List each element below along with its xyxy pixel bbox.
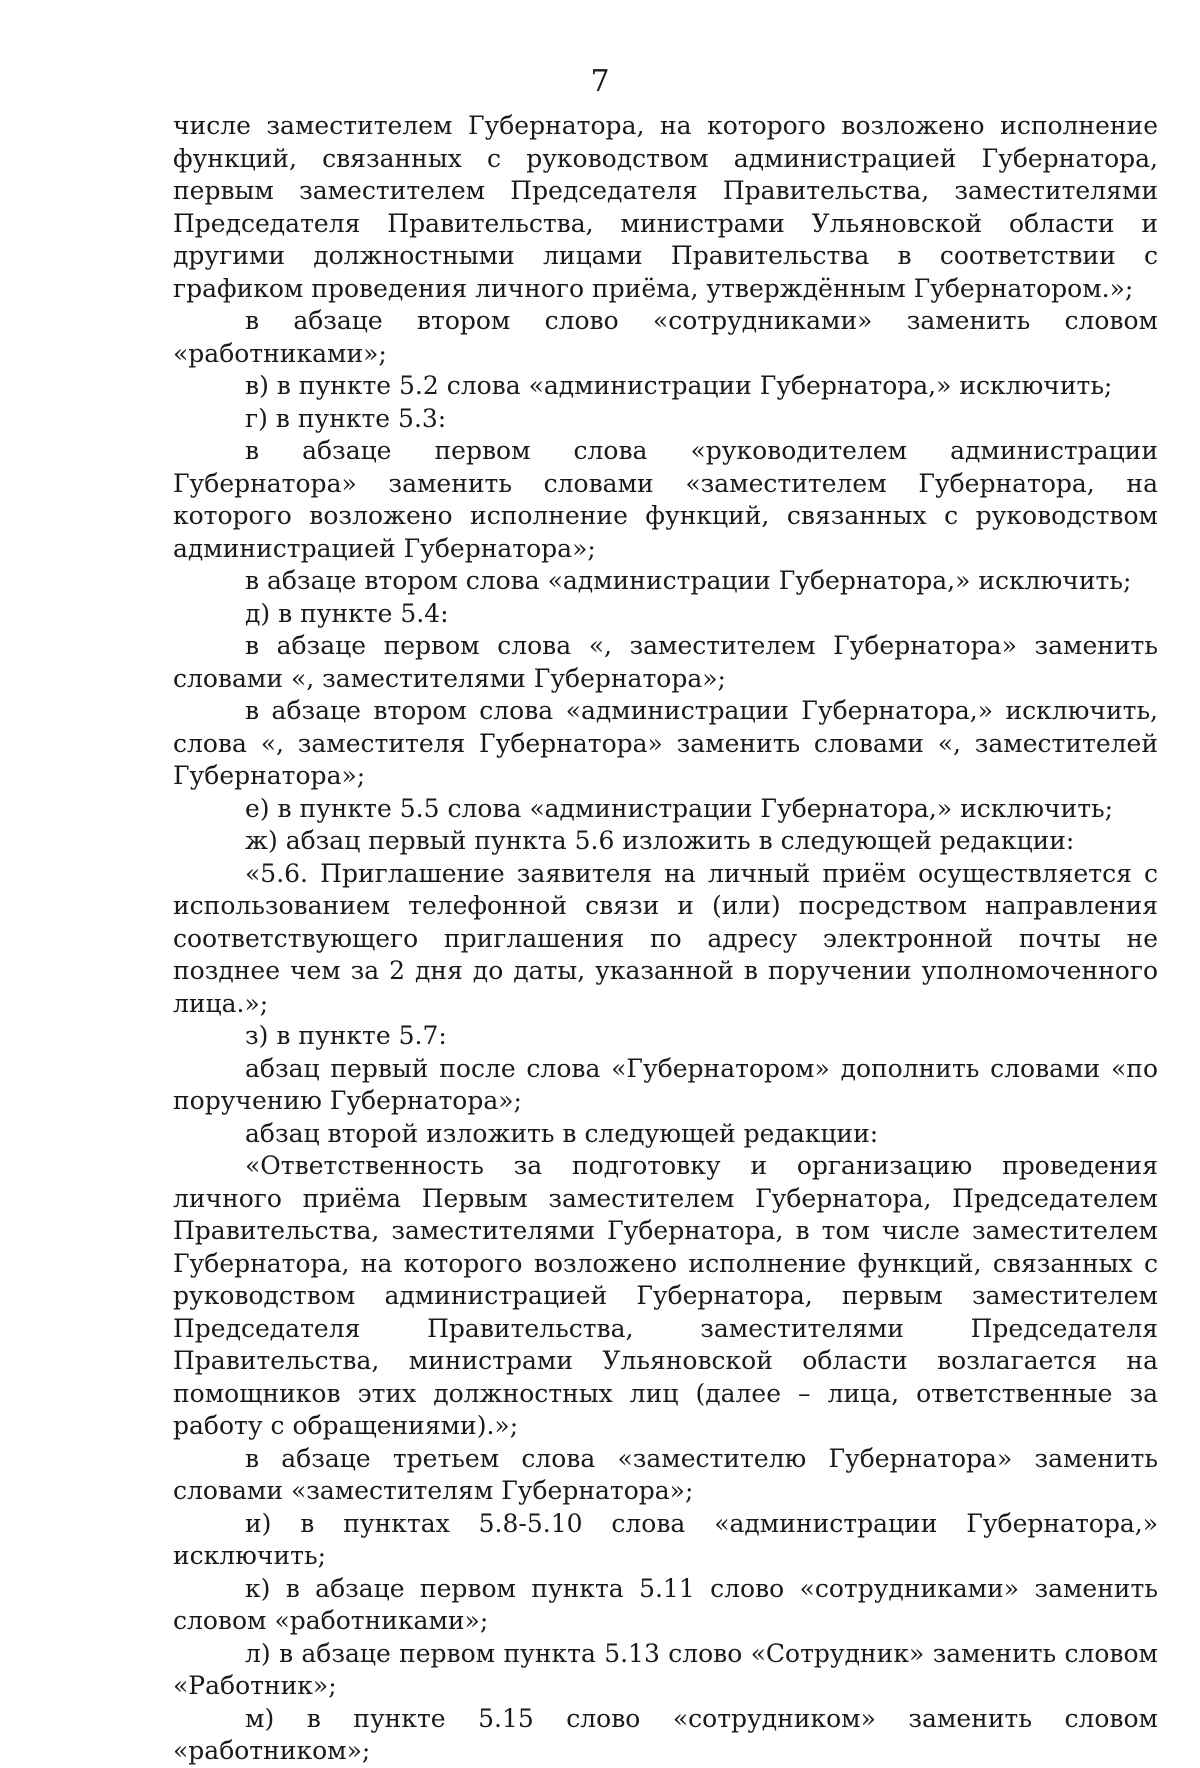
page-number: 7 [590, 64, 610, 99]
paragraph: к) в абзаце первом пункта 5.11 слово «сотрудниками» заменить словом «работниками»; [173, 1573, 1158, 1635]
paragraph: ж) абзац первый пункта 5.6 изложить в следующей редакции: [245, 826, 1075, 855]
paragraph: л) в абзаце первом пункта 5.13 слово «Сотрудник» заменить словом «Работник»; [173, 1638, 1158, 1700]
paragraph: г) в пункте 5.3: [245, 403, 447, 433]
paragraph: «Ответственность за подготовку и организацию проведения личного приёма Первым заместителем Губернатора, Председателем Правительства, заместителями Губернатора, в том числе заместителем Губернатора, на которого возложено исполнение функций, связанных с руководством администрацией Губернатора, первым заместителем Председателя Правительства, заместителями Председателя Правительства, министрами Ульяновской области возлагается на помощников этих должностных лиц (далее – лица, ответственные за работу с обращениями).»; [173, 1151, 1158, 1440]
paragraph: д) в пункте 5.4: [245, 598, 449, 628]
paragraph: в) в пункте 5.2 слова «администрации Губернатора,» исключить; [245, 371, 1113, 400]
paragraph: м) в пункте 5.15 слово «сотрудником» заменить словом «работником»; [173, 1703, 1158, 1765]
paragraph: в абзаце втором слова «администрации Губернатора,» исключить, слова «, заместителя Губернатора» заменить словами «, заместителей Губернатора»; [173, 696, 1158, 790]
paragraph: в абзаце первом слова «руководителем администрации Губернатора» заменить словами «заместителем Губернатора, на которого возложено исполнение функций, связанных с руководством администрацией Губернатора»; [173, 436, 1158, 563]
paragraph: в абзаце третьем слова «заместителю Губернатора» заменить словами «заместителям Губернатора»; [173, 1443, 1158, 1505]
paragraph: в абзаце первом слова «, заместителем Губернатора» заменить словами «, заместителями Губернатора»; [173, 631, 1158, 693]
paragraph: абзац второй изложить в следующей редакции: [245, 1118, 879, 1148]
paragraph: е) в пункте 5.5 слова «администрации Губернатора,» исключить; [245, 793, 1114, 823]
paragraph: и) в пунктах 5.8-5.10 слова «администрации Губернатора,» исключить; [173, 1508, 1158, 1570]
paragraph: «5.6. Приглашение заявителя на личный приём осуществляется с использованием телефонной связи и (или) посредством направления соответствующего приглашения по адресу электронной почты не позднее чем за 2 дня до даты, указанной в поручении уполномоченного лица.»; [173, 858, 1158, 1018]
paragraph: в абзаце втором слово «сотрудниками» заменить словом «работниками»; [173, 306, 1158, 368]
paragraph: з) в пункте 5.7: [245, 1021, 447, 1050]
paragraph: абзац первый после слова «Губернатором» дополнить словами «по поручению Губернатора»; [173, 1053, 1158, 1115]
paragraph: числе заместителем Губернатора, на которого возложено исполнение функций, связанных с руководством администрацией Губернатора, первым заместителем Председателя Правительства, заместителями Председателя Правительства, министрами Ульяновской области и другими должностными лицами Правительства в соответствии с графиком проведения личного приёма, утверждённым Губернатором.»; [173, 111, 1158, 303]
document-body [173, 110, 1158, 1768]
paragraph: в абзаце втором слова «администрации Губернатора,» исключить; [245, 566, 1132, 595]
